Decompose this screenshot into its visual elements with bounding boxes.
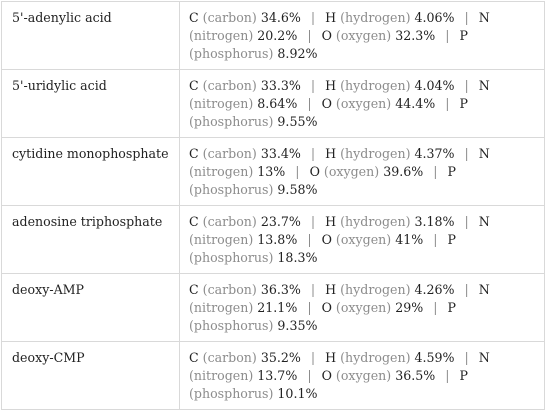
element-symbol: C <box>189 10 199 25</box>
table-row <box>2 138 545 206</box>
mass-fraction: 21.1% <box>257 300 298 315</box>
composition-item <box>310 164 424 179</box>
composition-item <box>322 300 424 315</box>
element-name: (carbon) <box>202 282 257 297</box>
mass-fraction: 35.2% <box>260 350 301 365</box>
separator: | <box>464 78 469 93</box>
elemental-composition <box>180 274 545 342</box>
element-name: (oxygen) <box>335 28 392 43</box>
mass-fraction: 18.3% <box>277 250 318 265</box>
mass-fraction: 8.64% <box>257 96 298 111</box>
compound-name: cytidine monophosphate <box>2 138 180 206</box>
element-name: (phosphorus) <box>189 386 274 401</box>
mass-fraction: 36.3% <box>260 282 301 297</box>
element-symbol: H <box>325 10 337 25</box>
element-name: (hydrogen) <box>340 282 411 297</box>
composition-item <box>325 78 454 93</box>
mass-fraction: 9.35% <box>277 318 318 333</box>
element-name: (hydrogen) <box>340 214 411 229</box>
mass-fraction: 9.55% <box>277 114 318 129</box>
element-name: (oxygen) <box>335 96 392 111</box>
separator: | <box>310 350 316 365</box>
elemental-composition <box>180 138 545 206</box>
composition-item <box>325 214 454 229</box>
mass-fraction: 23.7% <box>260 214 301 229</box>
table-row <box>2 274 545 342</box>
compound-name: 5'-adenylic acid <box>2 2 180 70</box>
mass-fraction: 36.5% <box>395 368 436 383</box>
composition-item <box>325 350 454 365</box>
mass-fraction: 13.8% <box>257 232 298 247</box>
element-symbol: C <box>189 78 199 93</box>
element-symbol: H <box>325 78 337 93</box>
element-symbol: C <box>189 282 199 297</box>
separator: | <box>307 96 312 111</box>
separator: | <box>310 10 316 25</box>
separator: | <box>295 164 300 179</box>
table-row <box>2 206 545 274</box>
mass-fraction: 3.18% <box>414 214 455 229</box>
element-name: (nitrogen) <box>189 368 254 383</box>
elemental-composition <box>180 70 545 138</box>
composition-item <box>325 282 454 297</box>
compound-name: 5'-uridylic acid <box>2 70 180 138</box>
mass-fraction: 20.2% <box>257 28 298 43</box>
element-name: (nitrogen) <box>189 96 254 111</box>
elemental-composition <box>180 2 545 70</box>
mass-fraction: 39.6% <box>383 164 424 179</box>
element-name: (hydrogen) <box>340 146 411 161</box>
element-name: (carbon) <box>202 350 257 365</box>
element-symbol: N <box>478 282 490 297</box>
mass-fraction: 4.06% <box>414 10 455 25</box>
element-symbol: N <box>478 10 490 25</box>
composition-item <box>325 146 454 161</box>
mass-fraction: 29% <box>395 300 424 315</box>
element-symbol: P <box>459 96 468 111</box>
element-symbol: O <box>309 164 320 179</box>
element-name: (carbon) <box>202 146 257 161</box>
separator: | <box>307 28 312 43</box>
mass-fraction: 32.3% <box>395 28 436 43</box>
mass-fraction: 33.4% <box>260 146 301 161</box>
separator: | <box>445 96 450 111</box>
composition-item <box>189 146 301 161</box>
separator: | <box>464 146 469 161</box>
element-symbol: P <box>459 368 468 383</box>
element-name: (carbon) <box>202 10 257 25</box>
element-symbol: O <box>321 368 332 383</box>
element-symbol: P <box>447 300 456 315</box>
composition-item <box>189 214 301 229</box>
separator: | <box>310 214 316 229</box>
separator: | <box>433 164 438 179</box>
compound-name: deoxy-CMP <box>2 342 180 410</box>
separator: | <box>307 368 312 383</box>
composition-item <box>189 350 301 365</box>
element-name: (carbon) <box>202 214 257 229</box>
separator: | <box>464 214 469 229</box>
mass-fraction: 41% <box>395 232 424 247</box>
table-row <box>2 2 545 70</box>
composition-item <box>322 232 424 247</box>
element-symbol: H <box>325 282 337 297</box>
mass-fraction: 44.4% <box>395 96 436 111</box>
mass-fraction: 4.04% <box>414 78 455 93</box>
element-name: (hydrogen) <box>340 350 411 365</box>
element-symbol: H <box>325 146 337 161</box>
element-name: (nitrogen) <box>189 28 254 43</box>
mass-fraction: 10.1% <box>277 386 318 401</box>
mass-fraction: 9.58% <box>277 182 318 197</box>
element-name: (oxygen) <box>335 300 392 315</box>
element-name: (nitrogen) <box>189 300 254 315</box>
separator: | <box>310 282 316 297</box>
table-row <box>2 342 545 410</box>
separator: | <box>464 282 469 297</box>
mass-fraction: 4.59% <box>414 350 455 365</box>
element-name: (phosphorus) <box>189 114 274 129</box>
separator: | <box>445 368 450 383</box>
table-row <box>2 70 545 138</box>
separator: | <box>307 300 312 315</box>
composition-item <box>322 28 436 43</box>
element-name: (carbon) <box>202 78 257 93</box>
element-symbol: N <box>478 146 490 161</box>
element-symbol: O <box>321 232 332 247</box>
element-name: (oxygen) <box>323 164 380 179</box>
mass-fraction: 8.92% <box>277 46 318 61</box>
element-symbol: O <box>321 96 332 111</box>
compound-name: deoxy-AMP <box>2 274 180 342</box>
mass-fraction: 4.37% <box>414 146 455 161</box>
element-symbol: H <box>325 214 337 229</box>
composition-item <box>322 96 436 111</box>
separator: | <box>464 10 469 25</box>
element-symbol: P <box>447 232 456 247</box>
separator: | <box>445 28 450 43</box>
element-symbol: C <box>189 146 199 161</box>
separator: | <box>464 350 469 365</box>
compound-name: adenosine triphosphate <box>2 206 180 274</box>
element-name: (oxygen) <box>335 232 392 247</box>
separator: | <box>433 232 438 247</box>
element-symbol: N <box>478 350 490 365</box>
separator: | <box>310 78 316 93</box>
element-symbol: C <box>189 214 199 229</box>
table-body <box>2 2 545 410</box>
element-symbol: P <box>459 28 468 43</box>
element-name: (phosphorus) <box>189 46 274 61</box>
element-symbol: O <box>321 300 332 315</box>
element-name: (nitrogen) <box>189 232 254 247</box>
composition-table <box>1 1 545 410</box>
element-symbol: N <box>478 78 490 93</box>
mass-fraction: 13% <box>257 164 286 179</box>
composition-item <box>325 10 454 25</box>
element-name: (nitrogen) <box>189 164 254 179</box>
element-name: (hydrogen) <box>340 10 411 25</box>
element-symbol: C <box>189 350 199 365</box>
separator: | <box>310 146 316 161</box>
mass-fraction: 4.26% <box>414 282 455 297</box>
element-symbol: P <box>447 164 456 179</box>
element-symbol: N <box>478 214 490 229</box>
mass-fraction: 33.3% <box>260 78 301 93</box>
element-name: (phosphorus) <box>189 182 274 197</box>
composition-item <box>322 368 436 383</box>
composition-item <box>189 78 301 93</box>
element-symbol: H <box>325 350 337 365</box>
element-name: (oxygen) <box>335 368 392 383</box>
separator: | <box>433 300 438 315</box>
elemental-composition <box>180 342 545 410</box>
element-symbol: O <box>321 28 332 43</box>
element-name: (phosphorus) <box>189 250 274 265</box>
separator: | <box>307 232 312 247</box>
element-name: (phosphorus) <box>189 318 274 333</box>
mass-fraction: 13.7% <box>257 368 298 383</box>
composition-item <box>189 10 301 25</box>
element-name: (hydrogen) <box>340 78 411 93</box>
elemental-composition <box>180 206 545 274</box>
mass-fraction: 34.6% <box>260 10 301 25</box>
composition-item <box>189 282 301 297</box>
